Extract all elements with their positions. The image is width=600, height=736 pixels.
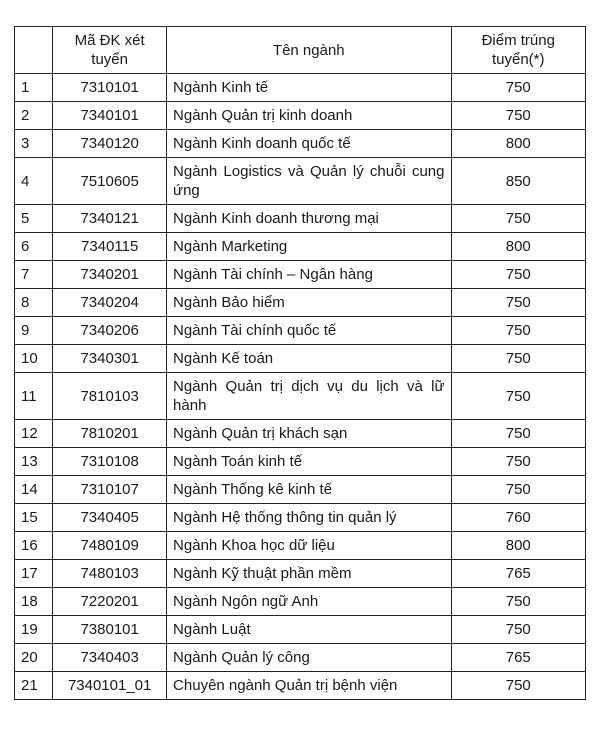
admission-score-cell: 750 <box>451 102 586 130</box>
table-row <box>15 317 586 345</box>
major-name-cell: Ngành Kế toán <box>167 345 451 373</box>
admission-score-cell: 850 <box>451 158 586 205</box>
registration-code-cell: 7310101 <box>53 74 167 102</box>
table-header-row <box>15 27 586 74</box>
registration-code-cell: 7480109 <box>53 532 167 560</box>
row-number-cell: 7 <box>15 261 53 289</box>
row-number-cell: 17 <box>15 560 53 588</box>
admission-score-cell: 760 <box>451 504 586 532</box>
admission-score-cell: 800 <box>451 532 586 560</box>
row-number-cell: 15 <box>15 504 53 532</box>
table-row <box>15 289 586 317</box>
major-name-cell: Ngành Tài chính quốc tế <box>167 317 451 345</box>
admission-score-cell: 750 <box>451 448 586 476</box>
table-body <box>15 74 586 700</box>
row-number-cell: 2 <box>15 102 53 130</box>
registration-code-cell: 7340201 <box>53 261 167 289</box>
table-row <box>15 448 586 476</box>
registration-code-cell: 7340403 <box>53 644 167 672</box>
table-row <box>15 560 586 588</box>
registration-code-cell: 7340115 <box>53 233 167 261</box>
major-name-cell: Ngành Quản trị kinh doanh <box>167 102 451 130</box>
row-number-cell: 12 <box>15 420 53 448</box>
table-row <box>15 420 586 448</box>
row-number-cell: 14 <box>15 476 53 504</box>
registration-code-cell: 7340206 <box>53 317 167 345</box>
registration-code-cell: 7340405 <box>53 504 167 532</box>
row-number-cell: 21 <box>15 672 53 700</box>
admission-score-cell: 750 <box>451 74 586 102</box>
table-row <box>15 130 586 158</box>
admission-score-cell: 765 <box>451 560 586 588</box>
admission-score-cell: 800 <box>451 233 586 261</box>
row-number-cell: 13 <box>15 448 53 476</box>
major-name-cell: Ngành Tài chính – Ngân hàng <box>167 261 451 289</box>
admission-score-cell: 800 <box>451 130 586 158</box>
table-row <box>15 504 586 532</box>
major-name-cell: Ngành Kỹ thuật phần mềm <box>167 560 451 588</box>
table-row <box>15 373 586 420</box>
table-row <box>15 205 586 233</box>
major-name-cell: Ngành Toán kinh tế <box>167 448 451 476</box>
admission-score-cell: 750 <box>451 616 586 644</box>
table-row <box>15 672 586 700</box>
major-name-cell: Ngành Logistics và Quản lý chuỗi cung ứng <box>167 158 451 205</box>
major-name-cell: Ngành Kinh doanh quốc tế <box>167 130 451 158</box>
table-row <box>15 476 586 504</box>
major-name-cell: Ngành Ngôn ngữ Anh <box>167 588 451 616</box>
major-name-cell: Ngành Thống kê kinh tế <box>167 476 451 504</box>
header-stt <box>15 27 53 74</box>
registration-code-cell: 7340101 <box>53 102 167 130</box>
table-row <box>15 532 586 560</box>
major-name-cell: Ngành Quản lý công <box>167 644 451 672</box>
registration-code-cell: 7310108 <box>53 448 167 476</box>
table-row <box>15 74 586 102</box>
admission-score-cell: 750 <box>451 420 586 448</box>
major-name-cell: Ngành Luật <box>167 616 451 644</box>
registration-code-cell: 7310107 <box>53 476 167 504</box>
registration-code-cell: 7810103 <box>53 373 167 420</box>
major-name-cell: Chuyên ngành Quản trị bệnh viện <box>167 672 451 700</box>
registration-code-cell: 7380101 <box>53 616 167 644</box>
row-number-cell: 4 <box>15 158 53 205</box>
header-name: Tên ngành <box>167 27 451 74</box>
major-name-cell: Ngành Khoa học dữ liệu <box>167 532 451 560</box>
admission-score-cell: 750 <box>451 261 586 289</box>
table-row <box>15 261 586 289</box>
admission-score-cell: 765 <box>451 644 586 672</box>
row-number-cell: 20 <box>15 644 53 672</box>
major-name-cell: Ngành Hệ thống thông tin quản lý <box>167 504 451 532</box>
row-number-cell: 18 <box>15 588 53 616</box>
registration-code-cell: 7340101_01 <box>53 672 167 700</box>
row-number-cell: 1 <box>15 74 53 102</box>
registration-code-cell: 7220201 <box>53 588 167 616</box>
admission-score-cell: 750 <box>451 672 586 700</box>
header-score: Điểm trúng tuyển(*) <box>451 27 586 74</box>
row-number-cell: 3 <box>15 130 53 158</box>
table-row <box>15 233 586 261</box>
row-number-cell: 10 <box>15 345 53 373</box>
admission-score-table <box>14 26 586 700</box>
major-name-cell: Ngành Bảo hiểm <box>167 289 451 317</box>
admission-score-cell: 750 <box>451 345 586 373</box>
table-row <box>15 616 586 644</box>
major-name-cell: Ngành Kinh tế <box>167 74 451 102</box>
row-number-cell: 19 <box>15 616 53 644</box>
admission-score-cell: 750 <box>451 476 586 504</box>
row-number-cell: 5 <box>15 205 53 233</box>
row-number-cell: 16 <box>15 532 53 560</box>
row-number-cell: 9 <box>15 317 53 345</box>
registration-code-cell: 7340120 <box>53 130 167 158</box>
row-number-cell: 6 <box>15 233 53 261</box>
admission-score-cell: 750 <box>451 588 586 616</box>
admission-score-cell: 750 <box>451 317 586 345</box>
registration-code-cell: 7510605 <box>53 158 167 205</box>
major-name-cell: Ngành Quản trị dịch vụ du lịch và lữ hành <box>167 373 451 420</box>
major-name-cell: Ngành Quản trị khách sạn <box>167 420 451 448</box>
admission-score-cell: 750 <box>451 373 586 420</box>
registration-code-cell: 7340204 <box>53 289 167 317</box>
registration-code-cell: 7340121 <box>53 205 167 233</box>
row-number-cell: 11 <box>15 373 53 420</box>
registration-code-cell: 7340301 <box>53 345 167 373</box>
admission-score-cell: 750 <box>451 205 586 233</box>
table-row <box>15 588 586 616</box>
table-row <box>15 102 586 130</box>
major-name-cell: Ngành Marketing <box>167 233 451 261</box>
major-name-cell: Ngành Kinh doanh thương mại <box>167 205 451 233</box>
table-row <box>15 644 586 672</box>
row-number-cell: 8 <box>15 289 53 317</box>
table-row <box>15 345 586 373</box>
header-code: Mã ĐK xét tuyển <box>53 27 167 74</box>
registration-code-cell: 7480103 <box>53 560 167 588</box>
table-row <box>15 158 586 205</box>
admission-score-cell: 750 <box>451 289 586 317</box>
registration-code-cell: 7810201 <box>53 420 167 448</box>
